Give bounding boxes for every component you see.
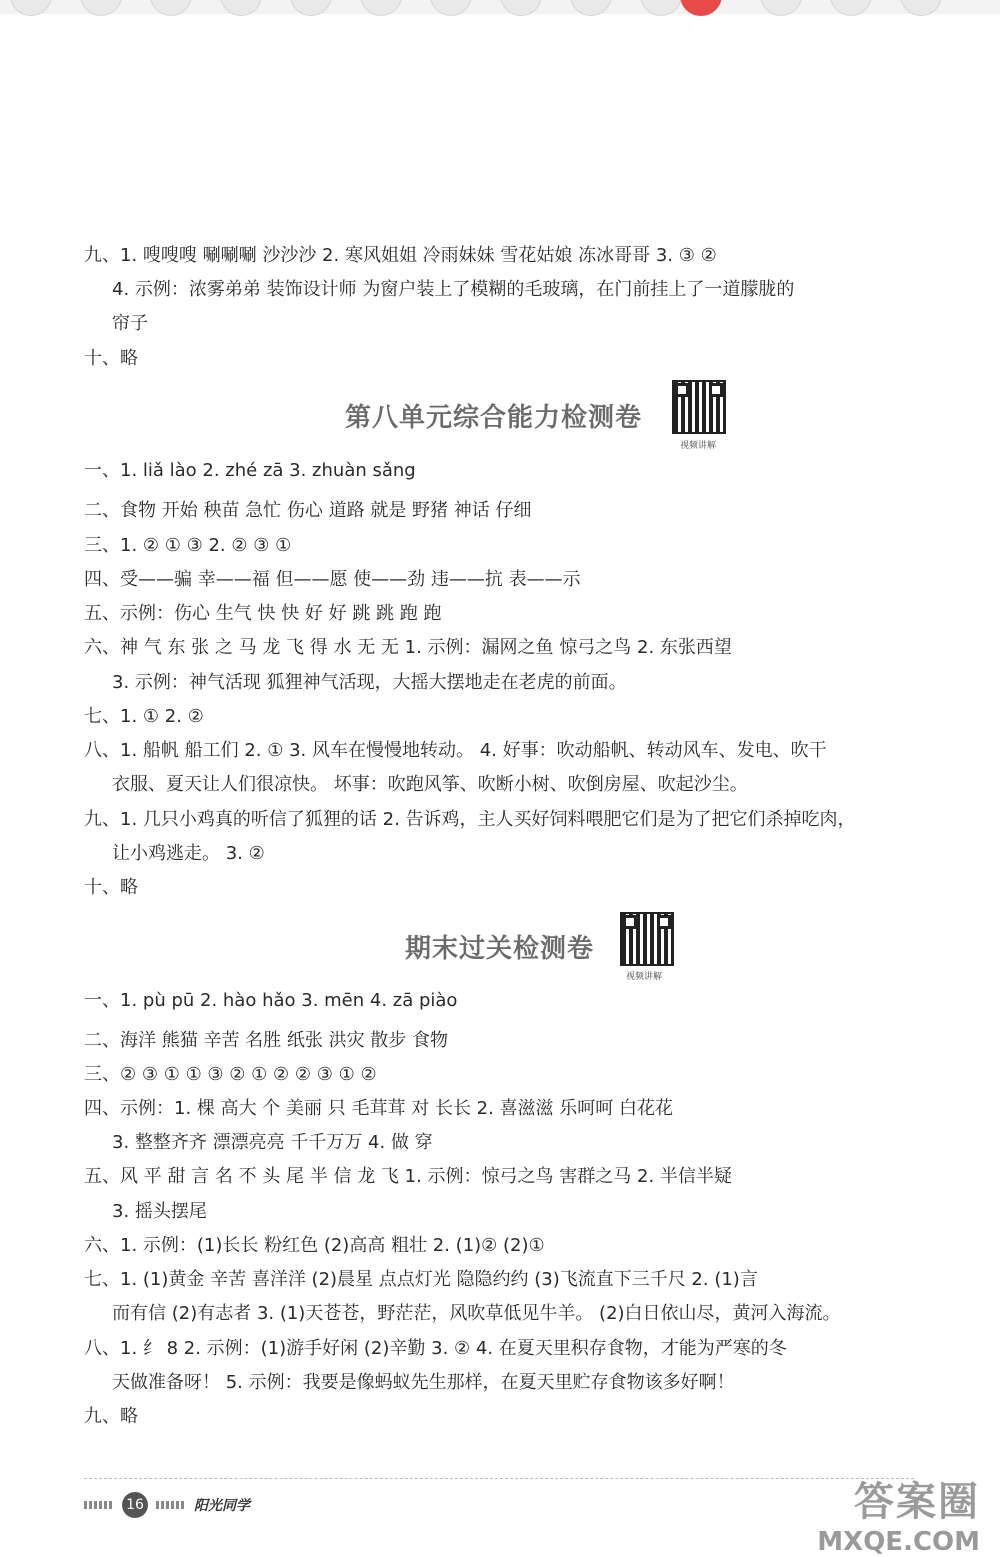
answer-line: 十、略	[84, 348, 138, 369]
decoration	[84, 1501, 114, 1509]
answer-line: 一、1. liǎ lào 2. zhé zā 3. zhuàn sǎng	[84, 460, 416, 481]
qr-code-icon[interactable]	[620, 912, 674, 966]
answer-line: 四、受——骗 幸——福 但——愿 使——劲 违——抗 表——示	[84, 569, 581, 590]
tab-circle[interactable]	[360, 0, 402, 16]
answer-line: 九、1. 嗖嗖嗖 唰唰唰 沙沙沙 2. 寒风姐姐 冷雨妹妹 雪花姑娘 冻冰哥哥 3. ③ ②	[84, 245, 717, 266]
section-title-unit8: 第八单元综合能力检测卷	[345, 403, 643, 433]
tab-circle[interactable]	[900, 0, 942, 16]
answer-line: 八、1. 船帆 船工们 2. ① 3. 风车在慢慢地转动。 4. 好事：吹动船帆、转动风车、发电、吹干	[84, 740, 827, 761]
tab-circle[interactable]	[290, 0, 332, 16]
answer-line: 衣服、夏天让人们很凉快。 坏事：吹跑风筝、吹断小树、吹倒房屋、吹起沙尘。	[112, 774, 748, 795]
answer-line: 五、风 平 甜 言 名 不 头 尾 半 信 龙 飞 1. 示例：惊弓之鸟 害群之马 2. 半信半疑	[84, 1166, 732, 1187]
tab-circle[interactable]	[570, 0, 612, 16]
decoration	[156, 1501, 186, 1509]
watermark-url: MXQE.COM	[817, 1527, 980, 1557]
tab-circle[interactable]	[10, 0, 52, 16]
answer-line: 天做准备呀！ 5. 示例：我要是像蚂蚁先生那样，在夏天里贮存食物该多好啊！	[112, 1372, 735, 1393]
browser-tab-strip	[0, 0, 1000, 14]
answer-line: 让小鸡逃走。 3. ②	[112, 843, 265, 864]
answer-line: 六、神 气 东 张 之 马 龙 飞 得 水 无 无 1. 示例：漏网之鱼 惊弓之鸟 2. 东张西望	[84, 637, 732, 658]
section-title-final: 期末过关检测卷	[405, 934, 595, 964]
answer-line: 九、1. 几只小鸡真的听信了狐狸的话 2. 告诉鸡，主人买好饲料喂肥它们是为了把它们杀掉吃肉，	[84, 809, 856, 830]
answer-line: 十、略	[84, 877, 138, 898]
active-tab-circle[interactable]	[680, 0, 722, 16]
answer-line: 3. 整整齐齐 漂漂亮亮 千千万万 4. 做 穿	[112, 1132, 433, 1153]
tab-circle[interactable]	[760, 0, 802, 16]
answer-line: 3. 摇头摆尾	[112, 1201, 207, 1222]
tab-circle[interactable]	[80, 0, 122, 16]
answer-line: 六、1. 示例：(1)长长 粉红色 (2)高高 粗壮 2. (1)② (2)①	[84, 1235, 545, 1256]
watermark	[817, 1470, 980, 1557]
answer-line: 五、示例：伤心 生气 快 快 好 好 跳 跳 跑 跑	[84, 603, 442, 624]
answer-line: 3. 示例：神气活现 狐狸神气活现，大摇大摆地走在老虎的前面。	[112, 672, 627, 693]
tab-circle[interactable]	[500, 0, 542, 16]
tab-circle[interactable]	[150, 0, 192, 16]
page-number: 16	[122, 1492, 148, 1518]
qr-label: 视频讲解	[680, 441, 717, 451]
watermark-main: 答案圈	[854, 1479, 980, 1525]
tab-circle[interactable]	[430, 0, 472, 16]
answer-line: 八、1. 纟 8 2. 示例：(1)游手好闲 (2)辛勤 3. ② 4. 在夏天里积存食物，才能为严寒的冬	[84, 1338, 787, 1359]
footer-divider	[84, 1478, 914, 1479]
answer-line: 帘子	[112, 313, 148, 334]
answer-line: 七、1. ① 2. ②	[84, 706, 204, 727]
qr-label: 视频讲解	[626, 972, 663, 982]
answer-line: 三、② ③ ① ① ③ ② ① ② ② ③ ① ②	[84, 1064, 377, 1085]
answer-line: 七、1. (1)黄金 辛苦 喜洋洋 (2)晨星 点点灯光 隐隐约约 (3)飞流直下三千尺 2. (1)言	[84, 1269, 758, 1290]
qr-code-icon[interactable]	[672, 380, 726, 434]
page-footer	[84, 1492, 250, 1518]
tab-circle[interactable]	[640, 0, 682, 16]
answer-line: 四、示例：1. 棵 高大 个 美丽 只 毛茸茸 对 长长 2. 喜滋滋 乐呵呵 白花花	[84, 1098, 674, 1119]
answer-line: 二、海洋 熊猫 辛苦 名胜 纸张 洪灾 散步 食物	[84, 1030, 449, 1051]
answer-line: 4. 示例：浓雾弟弟 装饰设计师 为窗户装上了模糊的毛玻璃，在门前挂上了一道朦胧的	[112, 279, 795, 300]
answer-line: 二、食物 开始 秧苗 急忙 伤心 道路 就是 野猪 神话 仔细	[84, 500, 532, 521]
answer-line: 九、略	[84, 1406, 138, 1427]
answer-line: 三、1. ② ① ③ 2. ② ③ ①	[84, 535, 292, 556]
tab-circle[interactable]	[830, 0, 872, 16]
tab-circle[interactable]	[220, 0, 262, 16]
answer-line: 一、1. pù pū 2. hào hǎo 3. mēn 4. zā piào	[84, 990, 458, 1011]
brand-logo: 阳光同学	[194, 1498, 250, 1514]
answer-line: 而有信 (2)有志者 3. (1)天苍苍，野茫茫，风吹草低见牛羊。 (2)白日依山尽，黄河入海流。	[112, 1303, 841, 1324]
